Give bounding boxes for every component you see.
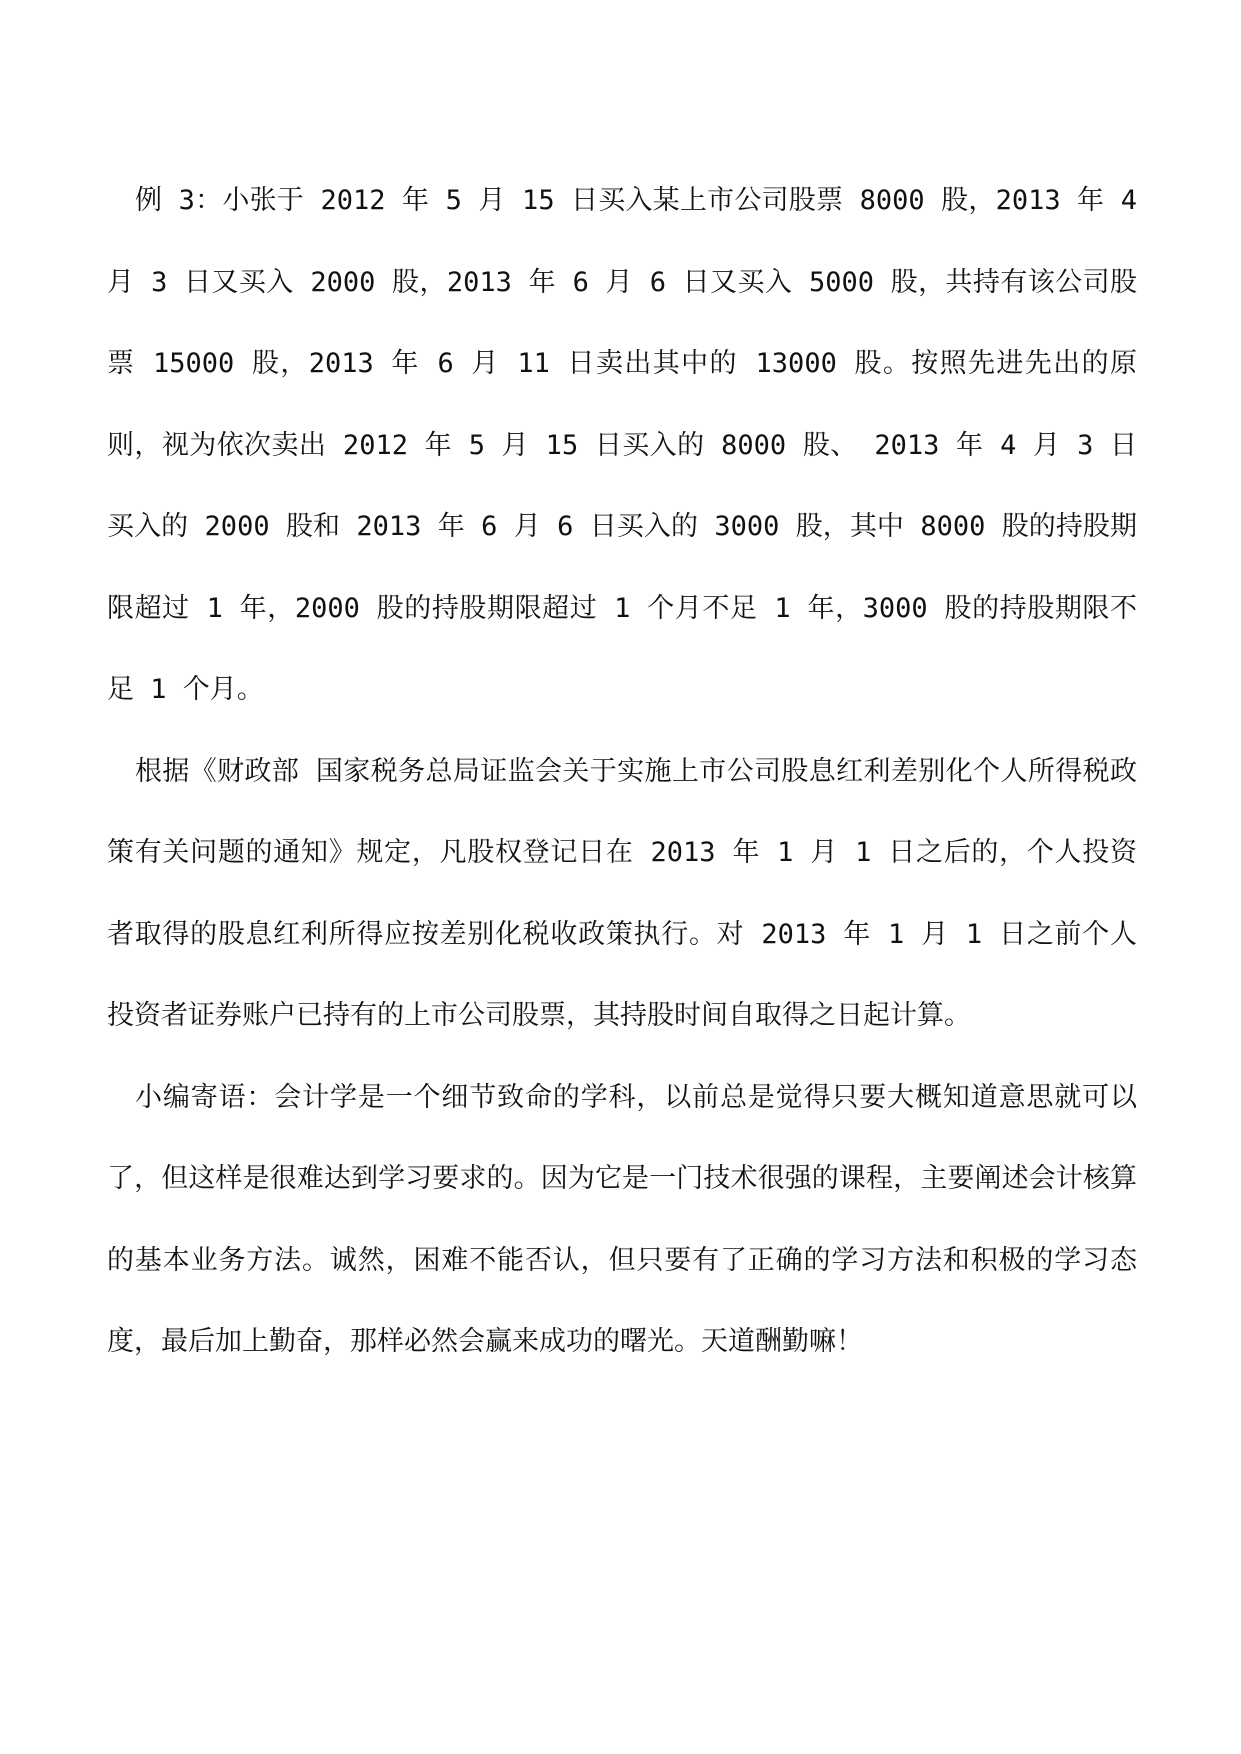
paragraph-editor-note: 小编寄语：会计学是一个细节致命的学科，以前总是觉得只要大概知道意思就可以了，但这样是很难达到学习要求的。因为它是一门技术很强的课程，主要阐述会计核算的基本业务方法。诚然，困难不能否认，但只要有了正确的学习方法和积极的学习态度，最后加上勤奋，那样必然会赢来成功的曙光。天道酬勤嘛！ — [107, 1081, 1137, 1357]
document-body — [107, 160, 1137, 1383]
paragraph-example-3: 例 3：小张于 2012 年 5 月 15 日买入某上市公司股票 8000 股，2013 年 4 月 3 日又买入 2000 股，2013 年 6 月 6 日又买入 5000 股，共持有该公司股票 15000 股，2013 年 6 月 11 日卖出其中的 13000 股。按照先进先出的原则，视为依次卖出 2012 年 5 月 15 日买入的 8000 股、 2013 年 4 月 3 日买入的 2000 股和 2013 年 6 月 6 日买入的 3000 股，其中 8000 股的持股期限超过 1 年，2000 股的持股期限超过 1 个月不足 1 年，3000 股的持股期限不足 1 个月。 — [107, 185, 1137, 705]
paragraph-tax-notice: 根据《财政部 国家税务总局证监会关于实施上市公司股息红利差别化个人所得税政策有关问题的通知》规定，凡股权登记日在 2013 年 1 月 1 日之后的，个人投资者取得的股息红利所得应按差别化税收政策执行。对 2013 年 1 月 1 日之前个人投资者证券账户已持有的上市公司股票，其持股时间自取得之日起计算。 — [107, 755, 1137, 1031]
